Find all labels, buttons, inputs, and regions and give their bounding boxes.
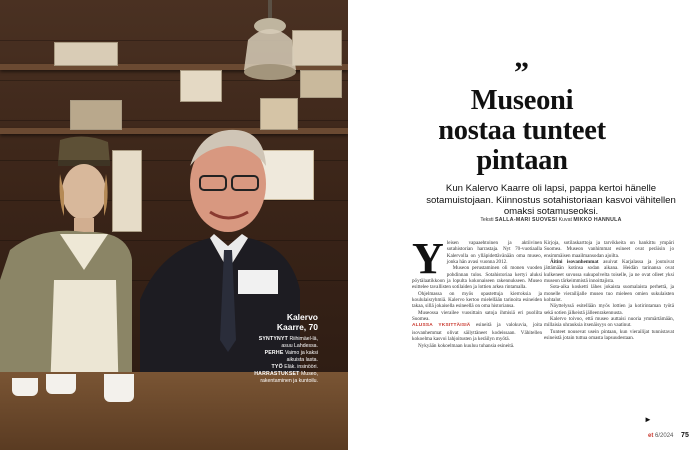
body-paragraph: Museon perustaminen oli monen vuoden pohdinnan tulos. Sotahistoriaa kertyi aluksi pöytälaatikkoon ja lopulta kokonaiseen rakennukseen. Museo esittelee tavallisten sotilaiden ja lottien arkea rintamalla. [412, 265, 542, 291]
paragraph-text: leisen vapaaehtoinen ja aktiivinen sotahistorian harrastaja. Nyt 70-vuotiaalla Kalervolla on ylläpidettävänään oma museo, jonka hän avasi vuonna 2012. [446, 240, 542, 266]
byline-photo-author: MIKKO HANNULA [573, 217, 622, 223]
body-paragraph: Museossa vierailee vuosittain satoja ihmisiä eri puolilta Suomea. [412, 309, 542, 323]
fact-text: Eläk. insinööri. [284, 364, 318, 370]
fact-text: Vaimo ja kaksi aikuista lasta. [284, 350, 318, 363]
fact-text: Museo, rakentaminen ja kuntoilu. [260, 371, 318, 384]
headline [378, 86, 666, 176]
body-paragraph: Kirjoja, sotilaskarttoja ja tarvikkeita on hankittu ympäri Suomea. Museon vanhimmat esineet ovat peräisin jo ensimmäisen maailmansodan ajoilta. [544, 240, 674, 259]
storage-box [180, 70, 222, 102]
paragraph-text: esineitä ja valokuvia, joita isovanhemmat olivat säilyttäneet kodeissaan. Vähitellen kokoelma kasvoi lahjoitusten ja keräilyn myötä. [412, 322, 543, 343]
hanging-lamp [238, 0, 302, 88]
byline-text-author: SALLA-MARI SUOVESI [495, 217, 558, 223]
body-paragraph: Nykyään kokoelmaan kuuluu tuhansia esineitä. [418, 342, 515, 349]
drop-cap: Y [412, 234, 444, 283]
headline-line: nostaa tunteet [438, 115, 606, 146]
continue-arrow-icon: ► [644, 415, 652, 424]
caption-fact [248, 371, 318, 385]
body-column-1 [412, 234, 543, 349]
page-number: 75 [681, 432, 689, 439]
body-paragraph: Tunteet nousevat usein pintaan, kun vierailijat tunnistavat esineistä jotain tuttua omasta lapsuudestaan. [544, 328, 674, 342]
issue-number: 6/2024 [655, 433, 674, 439]
body-paragraph: Näyttelyssä esitellään myös lottien ja kotirintaman työtä sekä sotien jälkeistä jälleenrakennusta. [544, 303, 674, 316]
caption-facts [248, 336, 318, 385]
caption-name-line: Kaarre, 70 [276, 322, 318, 332]
fact-label: PERHE [264, 350, 284, 356]
body-paragraph: Sota-aika kosketti lähes jokaista suomalaista perhettä, ja monelle vierailijalle museo tuo mieleen omien sukulaisten kohtalot. [544, 284, 674, 304]
caption-name [248, 312, 318, 332]
headline-line: Museoni [470, 85, 574, 116]
caption-fact [248, 350, 318, 364]
coffee-cup [104, 374, 134, 402]
caption-fact [248, 336, 318, 350]
body-paragraph [544, 259, 674, 284]
storage-box [70, 100, 122, 130]
photo-caption [248, 312, 318, 385]
byline-photo-label: Kuvat [558, 217, 572, 223]
storage-box [300, 70, 342, 98]
body-paragraph [412, 322, 542, 342]
page-footer [648, 432, 689, 439]
body-paragraph: Ohjelmassa on myös opastettuja kierroksia ja koululaisryhmiä. Kalervo kertoo mielellään tarinoita esineiden takaa, sillä jokaisella esineellä on oma historiansa. [412, 290, 542, 310]
fact-label: SYNTYNYT [258, 336, 288, 342]
coffee-cup [12, 378, 38, 396]
headline-line: pintaan [476, 145, 568, 176]
quote-mark: ” [514, 56, 529, 89]
fact-label: TYÖ [271, 364, 283, 370]
subheading: ALUSSA YKSITTÄISIÄ [412, 323, 471, 329]
magazine-brand: et [648, 433, 654, 439]
fact-label: HARRASTUKSET [254, 371, 300, 377]
article-page [348, 0, 696, 450]
byline-text-label: Teksti [480, 217, 494, 223]
body-paragraph: Kalervo toivoo, että museo auttaisi nuoria ymmärtämään, millaisia uhrauksia itsenäisyys on vaatinut. [544, 316, 674, 329]
storage-box [54, 42, 118, 66]
caption-name-line: Kalervo [286, 312, 318, 322]
body-column-2 [544, 240, 674, 342]
fact-text: Riihimäel-lä, asuu Lahdessa. [281, 336, 318, 349]
lead-paragraph: Kun Kalervo Kaarre oli lapsi, pappa kertoi hänelle sotamuistojaan. Kiinnostus sotahistoriaan kasvoi vähitellen omaksi sotamuseoksi. [426, 183, 676, 217]
highlight-text: Äitini isovanhemmat [550, 259, 599, 266]
caption-fact [248, 364, 318, 371]
paragraph-text: asuivat Karjalassa ja joutuivat jättämään kotinsa sodan aikana. Heidän tarinansa ovat kulkeneet suvussa sukupolvelta toiselle, ja ne ovat olleet yksi museon tärkeimmistä innoittajista. [544, 259, 675, 285]
coffee-cup [46, 374, 76, 394]
byline [416, 217, 686, 223]
